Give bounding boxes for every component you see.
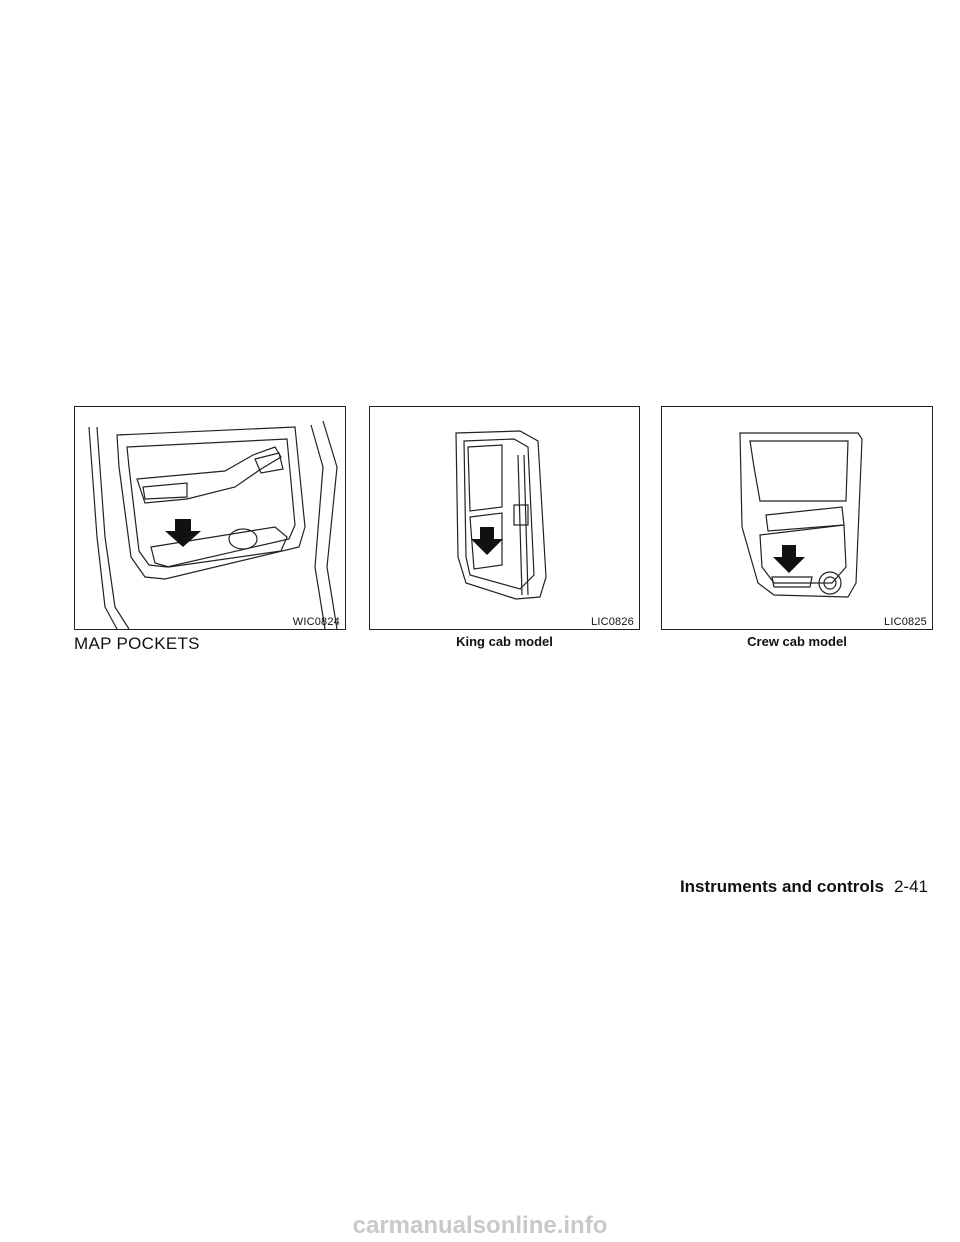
- crew-cab-caption: Crew cab model: [747, 634, 847, 649]
- figure-code: WIC0824: [292, 616, 340, 628]
- figure-code: LIC0826: [591, 616, 634, 628]
- king-cab-caption: King cab model: [456, 634, 553, 649]
- figure-front-door: [74, 406, 346, 630]
- watermark: carmanualsonline.info: [352, 1212, 608, 1239]
- section-heading: MAP POCKETS: [74, 634, 200, 653]
- page-footer: [680, 877, 928, 897]
- figure-crew-cab: [661, 406, 933, 630]
- figure-code: LIC0825: [884, 616, 927, 628]
- figure-king-cab: [369, 406, 640, 630]
- footer-section-title: Instruments and controls: [679, 877, 884, 896]
- king-cab-door-map-pocket-illustration: [370, 407, 639, 629]
- page-number: 2-41: [893, 877, 928, 896]
- crew-cab-door-map-pocket-illustration: [662, 407, 932, 629]
- front-door-map-pocket-illustration: [75, 407, 345, 629]
